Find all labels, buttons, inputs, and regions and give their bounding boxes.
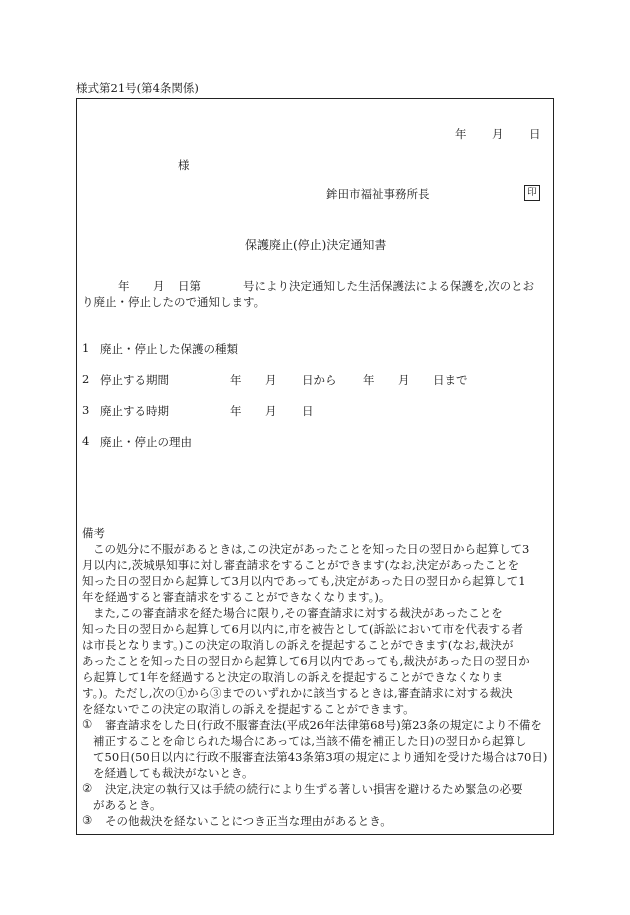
notes-heading: 備考: [82, 526, 105, 540]
notes-para2-line: 知った日の翌日から起算して6月以内に,市を被告として(訴訟において市を代表する者: [82, 622, 523, 636]
item-4-label: 廃止・停止の理由: [100, 435, 192, 449]
case-2-line: があるとき。: [93, 798, 162, 812]
item-1-number: 1: [82, 341, 90, 355]
notes-para1-line: この処分に不服があるときは,この決定があったことを知った日の翌日から起算して3: [93, 542, 530, 556]
item-2-label: 停止する期間: [100, 373, 169, 387]
seal-mark: 印: [524, 185, 540, 201]
intro-year: 年: [118, 279, 130, 293]
date-month: 月: [492, 127, 504, 141]
notes-para1-line: 知った日の翌日から起算して3月以内であっても,決定があった日の翌日から起算して1: [82, 574, 526, 588]
notes-para2-line: す。)。ただし,次の①から③までのいずれかに該当するときは,審査請求に対する裁決: [82, 686, 513, 700]
notes-para2-line: ら起算して1年を経過すると決定の取消しの訴えを提起することができなくなりま: [82, 670, 504, 684]
item-2-month2: 月: [398, 373, 410, 387]
intro-text-line1: 号により決定通知した生活保護法による保護を,次のとお: [243, 279, 535, 293]
case-1-line: 補正することを命じられた場合にあっては,当該不備を補正した日)の翌日から起算し: [93, 734, 527, 748]
item-2-month1: 月: [265, 373, 277, 387]
item-2-until: 日まで: [433, 373, 468, 387]
document-title: 保護廃止(停止)決定通知書: [245, 238, 387, 252]
notes-para2-line: また,この審査請求を経た場合に限り,その審査請求に対する裁決があったことを: [93, 606, 503, 620]
item-3-month: 月: [265, 404, 277, 418]
case-1-line: て50日(50日以内に行政不服審査法第43条第3項の規定により通知を受けた場合は70日): [93, 750, 548, 764]
item-3-number: 3: [82, 403, 90, 417]
date-day: 日: [529, 127, 541, 141]
form-number: 様式第21号(第4条関係): [76, 81, 199, 95]
item-2-from: 日から: [302, 373, 337, 387]
addressee-honorific: 様: [178, 158, 190, 172]
notes-para1-line: 年を経過すると審査請求をすることができなくなります。)。: [82, 590, 391, 604]
date-year: 年: [455, 127, 467, 141]
notes-para1-line: 月以内に,茨城県知事に対し審査請求をすることができます(なお,決定があったことを: [82, 558, 520, 572]
case-1-line: 審査請求をした日(行政不服審査法(平成26年法律第68号)第23条の規定により不備を: [105, 718, 542, 732]
case-2-marker: ②: [82, 781, 93, 795]
item-3-year: 年: [230, 404, 242, 418]
case-3-marker: ③: [82, 813, 93, 827]
intro-text-line2: り廃止・停止したので通知します。: [82, 295, 266, 309]
item-4-number: 4: [82, 434, 90, 448]
case-2-line: 決定,決定の執行又は手続の続行により生ずる著しい損害を避けるため緊急の必要: [105, 782, 523, 796]
notes-para2-line: を経ないでこの決定の取消しの訴えを提起することができます。: [82, 702, 415, 716]
intro-month: 月: [153, 279, 165, 293]
issuer-name: 鉾田市福祉事務所長: [326, 187, 430, 201]
case-1-marker: ①: [82, 717, 93, 731]
item-2-year1: 年: [230, 373, 242, 387]
item-2-year2: 年: [363, 373, 375, 387]
notes-para2-line: は市長となります。)この決定の取消しの訴えを提起することができます(なお,裁決が: [82, 638, 514, 652]
item-3-label: 廃止する時期: [100, 404, 169, 418]
case-3-line: その他裁決を経ないことにつき正当な理由があるとき。: [105, 814, 392, 828]
item-1-label: 廃止・停止した保護の種類: [100, 342, 238, 356]
intro-day-number: 日第: [178, 279, 201, 293]
notes-para2-line: あったことを知った日の翌日から起算して6月以内であっても,裁決があった日の翌日か: [82, 654, 530, 668]
item-2-number: 2: [82, 372, 90, 386]
case-1-line: を経過しても裁決がないとき。: [93, 766, 254, 780]
item-3-day: 日: [302, 404, 314, 418]
